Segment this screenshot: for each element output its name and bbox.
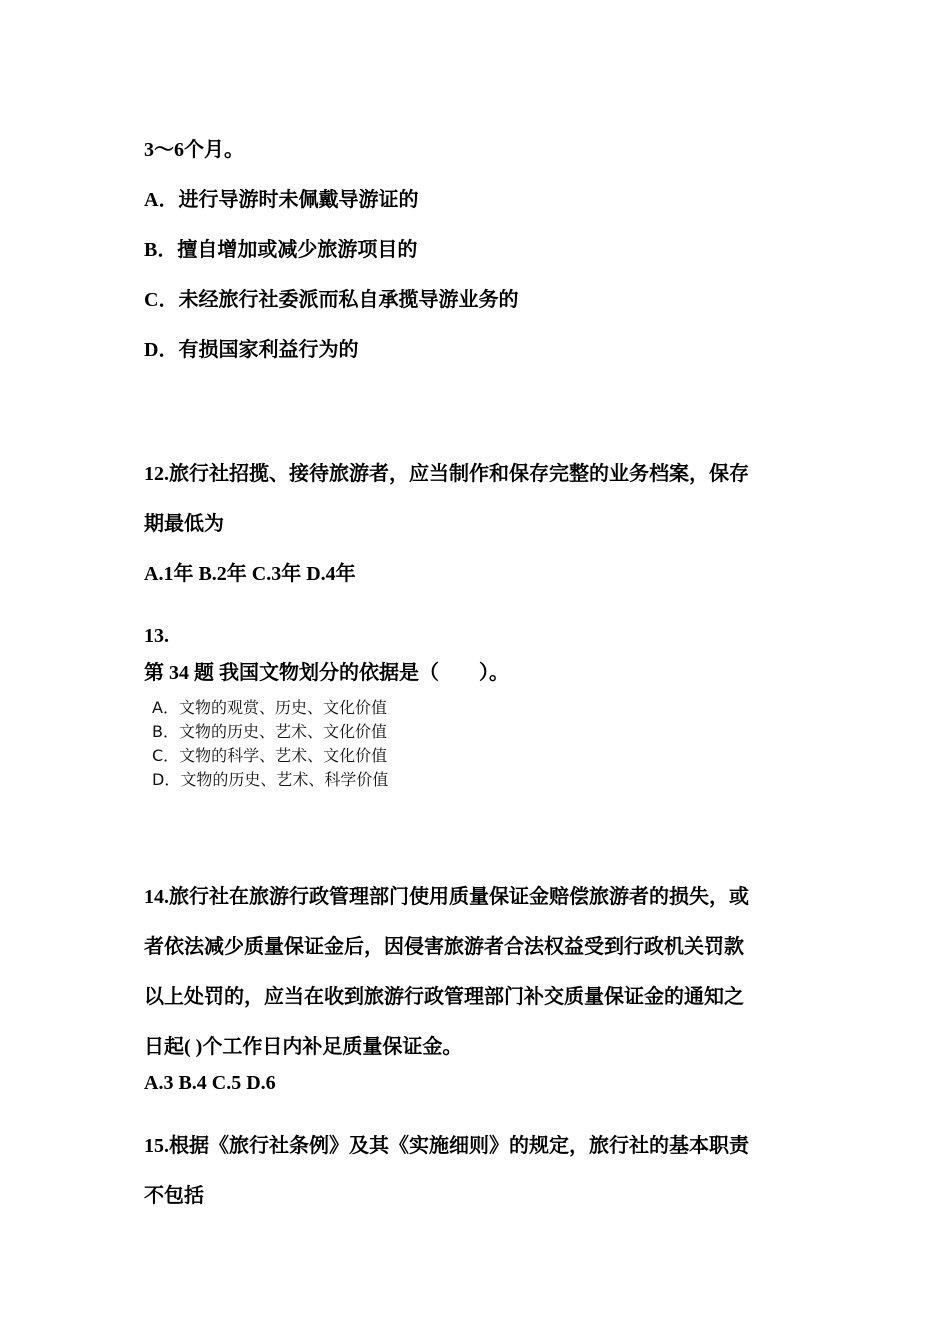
- q12-stem-line1: 12.旅行社招揽、接待旅游者，应当制作和保存完整的业务档案，保存: [144, 463, 749, 485]
- q13-number: 13.: [144, 625, 169, 647]
- q14-stem-line2: 者依法减少质量保证金后，因侵害旅游者合法权益受到行政机关罚款: [144, 936, 744, 958]
- q12-stem-line2: 期最低为: [144, 513, 224, 535]
- q11-option-d: D．有损国家利益行为的: [144, 339, 359, 361]
- q13-option-b: B．文物的历史、艺术、文化价值: [152, 722, 387, 741]
- q13-option-d: D．文物的历史、艺术、科学价值: [152, 770, 389, 789]
- q13-stem: 第 34 题 我国文物划分的依据是（ ）。: [144, 662, 509, 684]
- q13-option-a: A．文物的观赏、历史、文化价值: [152, 698, 387, 717]
- q14-stem-line1: 14.旅行社在旅游行政管理部门使用质量保证金赔偿旅游者的损失，或: [144, 886, 749, 908]
- q15-stem-line1: 15.根据《旅行社条例》及其《实施细则》的规定，旅行社的基本职责: [144, 1135, 749, 1157]
- q14-options: A.3 B.4 C.5 D.6: [144, 1072, 276, 1094]
- q11-option-b: B．擅自增加或减少旅游项目的: [144, 239, 418, 261]
- q12-options: A.1年 B.2年 C.3年 D.4年: [144, 563, 356, 585]
- q11-tail: 3～6个月。: [144, 139, 244, 161]
- q14-stem-line4: 日起( )个工作日内补足质量保证金。: [144, 1036, 463, 1058]
- q15-stem-line2: 不包括: [144, 1185, 204, 1207]
- q11-option-c: C．未经旅行社委派而私自承揽导游业务的: [144, 289, 519, 311]
- q11-option-a: A．进行导游时未佩戴导游证的: [144, 189, 419, 211]
- q14-stem-line3: 以上处罚的，应当在收到旅游行政管理部门补交质量保证金的通知之: [144, 986, 744, 1008]
- q13-option-c: C．文物的科学、艺术、文化价值: [152, 746, 388, 765]
